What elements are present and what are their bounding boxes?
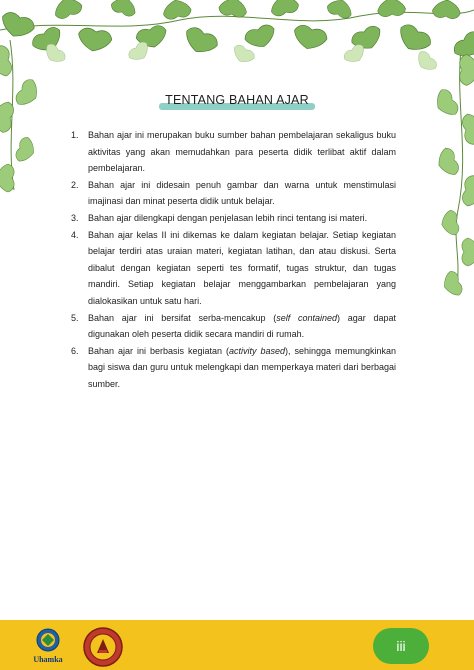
list-text: Bahan ajar kelas II ini dikemas ke dalam kegiatan belajar. Setiap kegiatan belajar terdiri atas uraian materi, kegiatan latihan, dan atau diskusi. Serta dibalut dengan kegiatan seperti tes formatif, tugas struktur, dan tugas mandiri. Setiap kegiatan belajar menggambarkan pembelajaran yang dialokasikan untuk satu hari. — [88, 229, 396, 306]
list-text-pre: Bahan ajar ini bersifat serba-mencakup ( — [88, 312, 277, 323]
list-number: 2. — [71, 179, 79, 190]
list-item — [68, 210, 396, 227]
list-number: 6. — [71, 345, 79, 356]
list-text: Bahan ajar dilengkapi dengan penjelasan lebih rinci tentang isi materi. — [88, 212, 368, 223]
list-text-emphasis: activity based — [228, 345, 285, 356]
list-text-post: ) agar dapat digunakan oleh peserta didik secara mandiri di rumah. — [88, 312, 396, 340]
list-text-emphasis: self contained — [276, 312, 337, 323]
list-item — [68, 310, 396, 343]
content-list — [68, 127, 396, 393]
list-number: 4. — [71, 229, 79, 240]
list-number: 5. — [71, 312, 79, 323]
list-item — [68, 177, 396, 210]
list-text-pre: Bahan ajar ini berbasis kegiatan ( — [88, 345, 229, 356]
university-seal-logo — [82, 626, 124, 668]
page-number-badge: iii — [373, 628, 429, 664]
list-item — [68, 227, 396, 310]
list-text-post: ), sehingga memungkinkan bagi siswa dan guru untuk melengkapi dan memperkaya materi dari berbagai sumber. — [88, 345, 396, 389]
list-text: Bahan ajar ini didesain penuh gambar dan warna untuk menstimulasi imajinasi dan minat peserta didik untuk belajar. — [88, 179, 396, 207]
list-item — [68, 343, 396, 393]
section-title: TENTANG BAHAN AJAR — [155, 90, 319, 112]
list-number: 3. — [71, 212, 79, 223]
uhamka-logo-text: Uhamka — [33, 655, 63, 664]
list-number: 1. — [71, 130, 79, 140]
section-title-wrap — [0, 90, 474, 112]
list-text: Bahan ajar ini merupakan buku sumber bahan pembelajaran sekaligus buku aktivitas yang akan memudahkan para peserta didik terlibat aktif dalam pembelajaran. — [88, 130, 396, 174]
list-item — [68, 127, 396, 177]
